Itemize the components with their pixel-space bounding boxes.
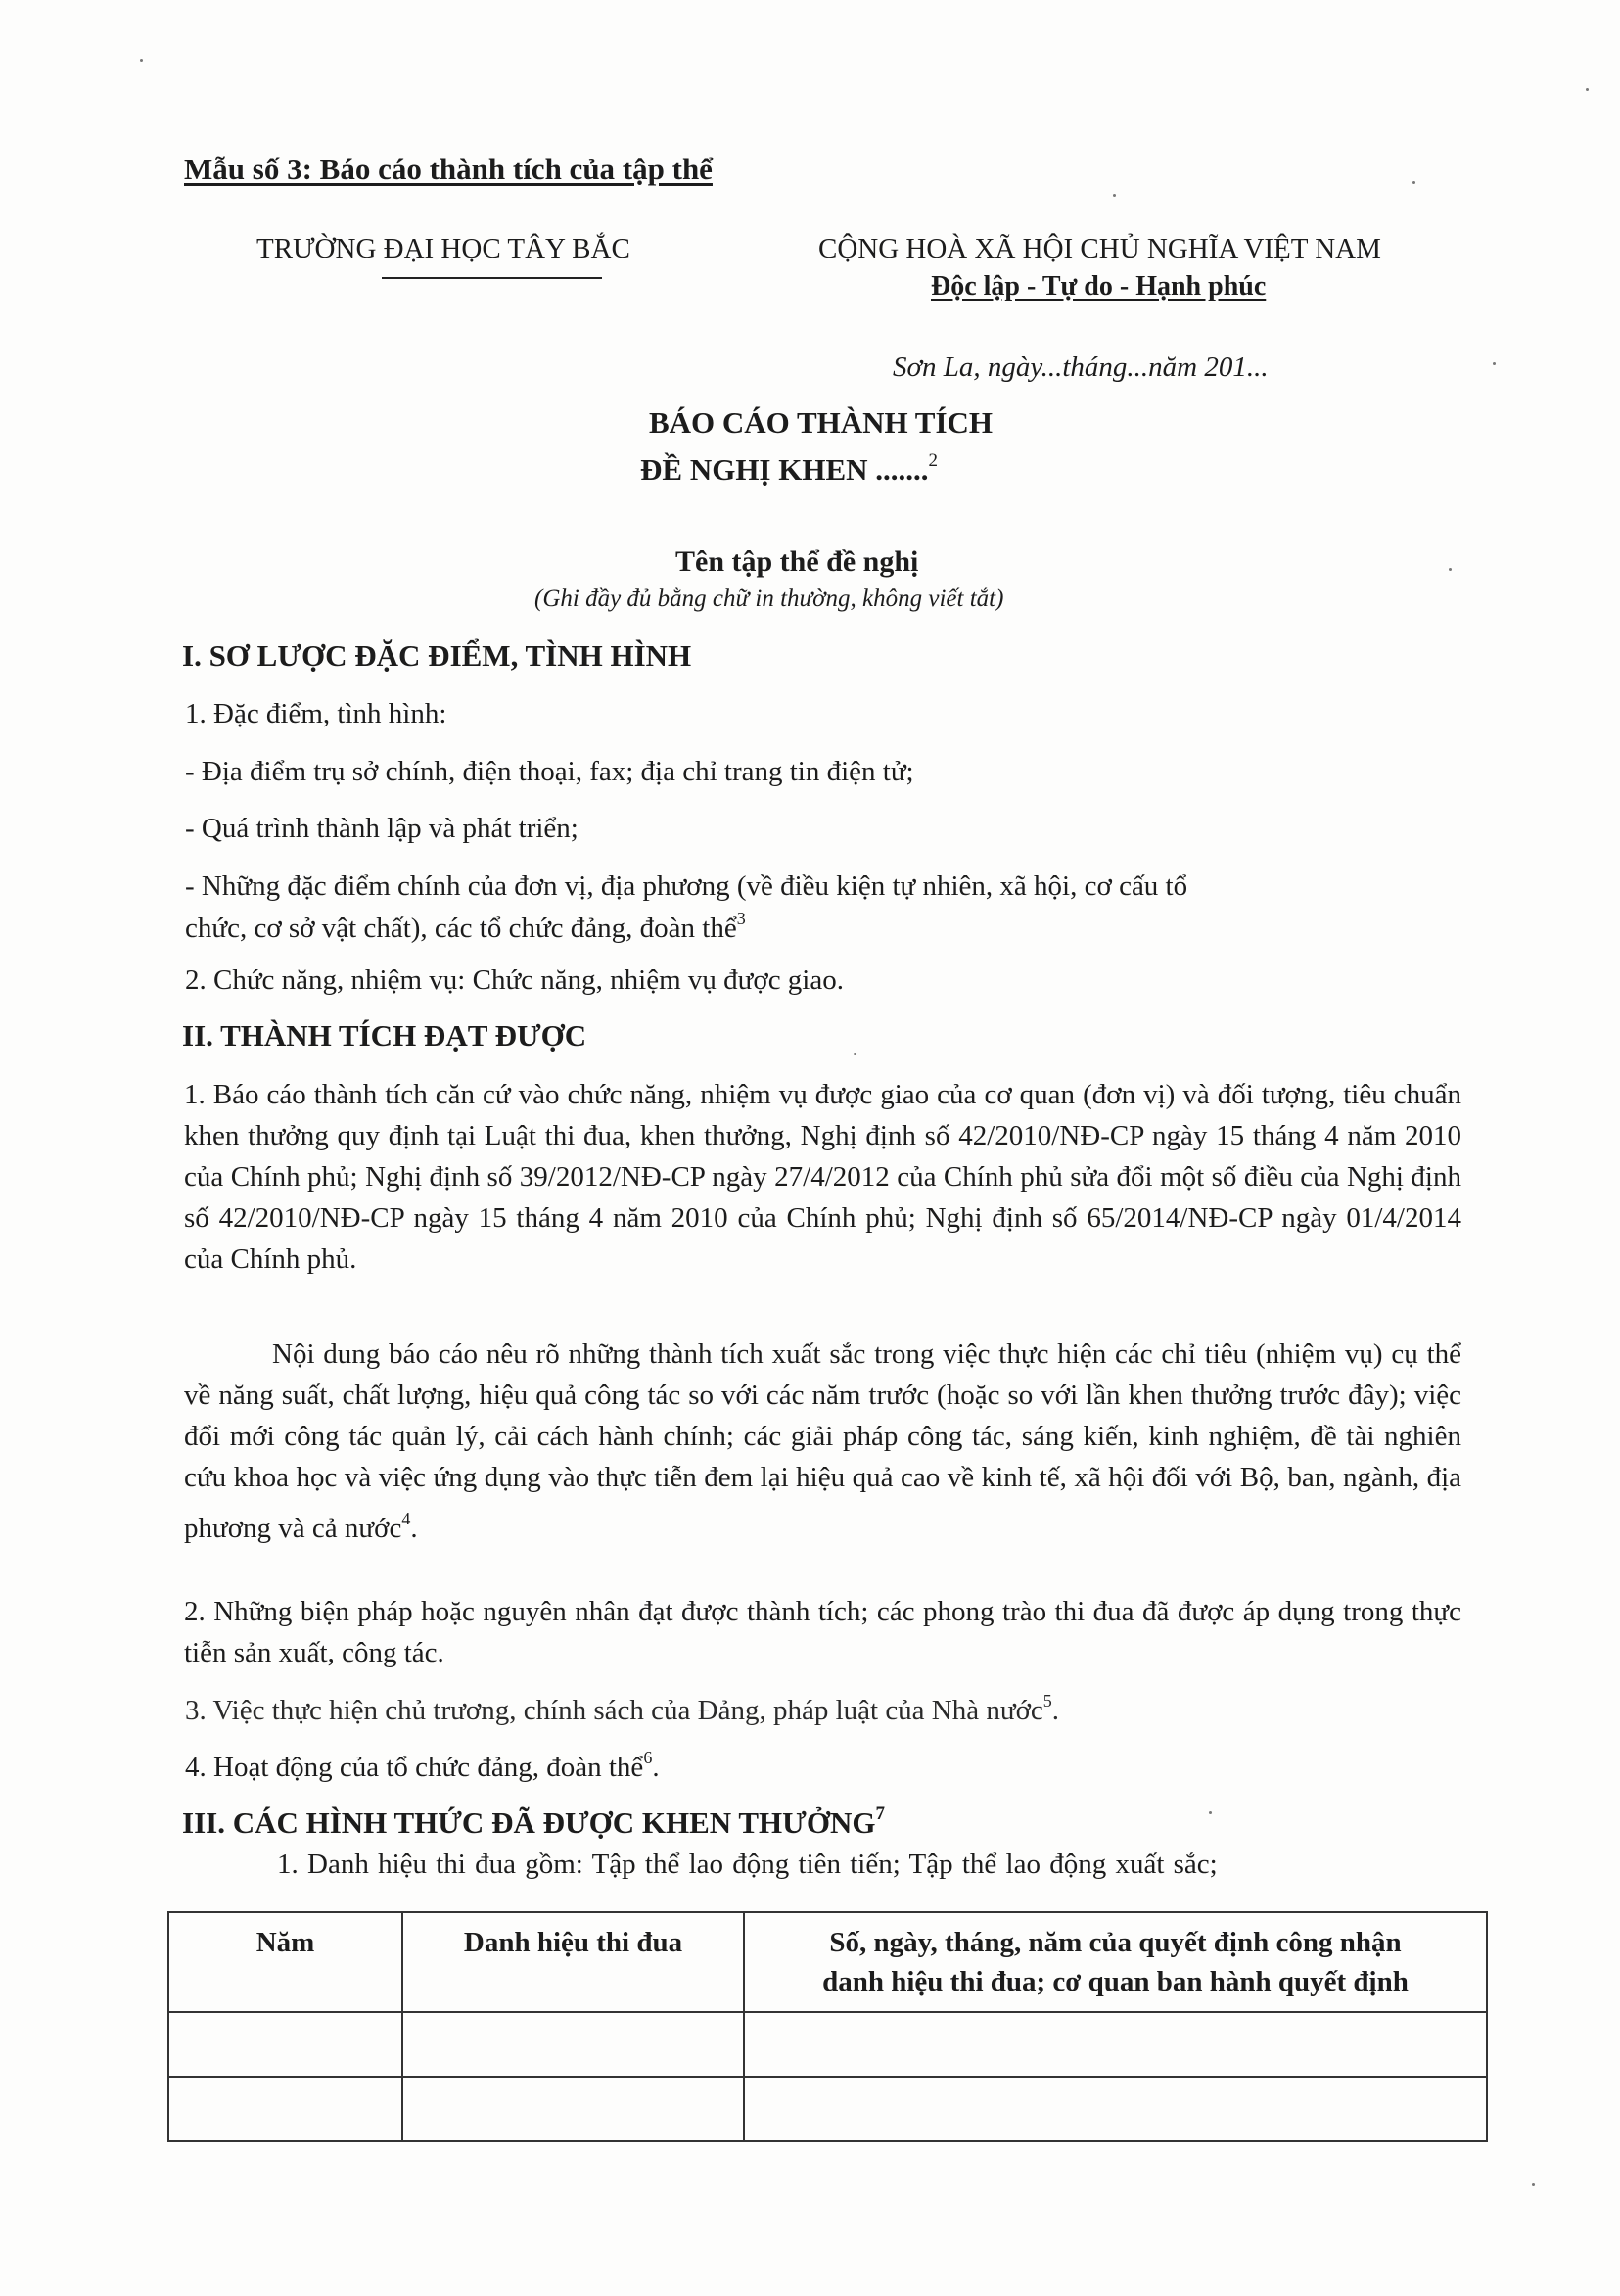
section-3-item-1: 1. Danh hiệu thi đua gồm: Tập thể lao động tiên tiến; Tập thể lao động xuất sắc; (277, 1849, 1218, 1880)
column-header-decision: Số, ngày, tháng, năm của quyết định công nhận danh hiệu thi đua; cơ quan ban hành quyết định (744, 1912, 1487, 2012)
report-title: BÁO CÁO THÀNH TÍCH (648, 405, 994, 440)
section-1-item-1: 1. Đặc điểm, tình hình: (185, 698, 447, 729)
table-row (168, 2012, 1487, 2077)
column-header-year: Năm (168, 1912, 402, 2012)
section-2-item-3: 3. Việc thực hiện chủ trương, chính sách của Đảng, pháp luật của Nhà nước$^5$. (185, 1691, 1060, 1726)
table-cell (744, 2012, 1487, 2077)
footnote-ref: 3 (736, 909, 746, 928)
section-1-bullet-3-line-1: - Những đặc điểm chính của đơn vị, địa phương (về điều kiện tự nhiên, xã hội, cơ cấu tổ (185, 870, 1188, 902)
column-header-title: Danh hiệu thi đua (402, 1912, 744, 2012)
section-1-heading: I. SƠ LƯỢC ĐẶC ĐIỂM, TÌNH HÌNH (182, 638, 692, 673)
form-title: Mẫu số 3: Báo cáo thành tích của tập thể (184, 152, 713, 186)
section-3-heading: III. CÁC HÌNH THỨC ĐÃ ĐƯỢC KHEN THƯỞNG$^7$ (182, 1804, 885, 1840)
scan-speck (1532, 2183, 1535, 2186)
collective-name-note: (Ghi đầy đủ bằng chữ in thường, không viết tắt) (534, 586, 1004, 612)
section-2-heading: II. THÀNH TÍCH ĐẠT ĐƯỢC (182, 1018, 587, 1053)
section-2-item-2: 2. Những biện pháp hoặc nguyên nhân đạt được thành tích; các phong trào thi đua đã được áp dụng trong thực tiễn sản xuất, công tác. (184, 1596, 1461, 1668)
scan-speck (1412, 181, 1415, 184)
report-subtitle: ĐỀ NGHỊ KHEN .......$^2$ (640, 450, 939, 487)
organization-name: TRƯỜNG ĐẠI HỌC TÂY BẮC (256, 233, 630, 264)
section-1-bullet-2: - Quá trình thành lập và phát triển; (185, 813, 579, 844)
national-motto: Độc lập - Tự do - Hạnh phúc (931, 271, 1267, 302)
scan-speck (854, 1053, 856, 1055)
section-2-item-1: 1. Báo cáo thành tích căn cứ vào chức năng, nhiệm vụ được giao của cơ quan (đơn vị) và đối tượng, tiêu chuẩn khen thưởng quy định tại Luật thi đua, khen thưởng, Nghị định số 42/2010/NĐ-CP ngày 15 tháng 4 năm 2010 của Chính phủ; Nghị định số 39/2012/NĐ-CP ngày 27/4/2012 của Chính phủ sửa đổi một số điều của Nghị định số 42/2010/NĐ-CP ngày 15 tháng 4 năm 2010 của Chính phủ; Nghị định số 65/2014/NĐ-CP ngày 01/4/2014 của Chính phủ. (184, 1079, 1461, 1275)
national-title: CỘNG HOÀ XÃ HỘI CHỦ NGHĨA VIỆT NAM (818, 233, 1381, 264)
footnote-ref: 2 (928, 450, 939, 471)
section-1-item-2: 2. Chức năng, nhiệm vụ: Chức năng, nhiệm vụ được giao. (185, 964, 844, 996)
section-2-content: Nội dung báo cáo nêu rõ những thành tích xuất sắc trong việc thực hiện các chỉ tiêu (nhiệm vụ) cụ thể về năng suất, chất lượng, hiệu quả công tác so với các năm trước (hoặc so với lần khen thưởng trước đây); việc đổi mới công tác quản lý, cải cách hành chính; các giải pháp công tác, sáng kiến, kinh nghiệm, đề tài nghiên cứu khoa học và việc ứng dụng vào thực tiễn đem lại hiệu quả cao về kinh tế, xã hội đối với Bộ, ban, ngành, địa phương và cả nước$^4$. (184, 1338, 1461, 1544)
footnote-ref: 7 (875, 1804, 885, 1824)
table-cell (168, 2077, 402, 2141)
footnote-ref: 6 (643, 1748, 653, 1767)
scan-speck (1209, 1811, 1212, 1814)
table-cell (168, 2012, 402, 2077)
section-1-bullet-3-line-2: chức, cơ sở vật chất), các tổ chức đảng, đoàn thể$^3$ (185, 909, 746, 944)
scan-speck (140, 59, 143, 62)
table-row (168, 2077, 1487, 2141)
scan-speck (1113, 194, 1116, 197)
table-cell (744, 2077, 1487, 2141)
table-cell (402, 2077, 744, 2141)
collective-name-label: Tên tập thể đề nghị (675, 545, 919, 578)
scan-speck (1586, 88, 1589, 91)
organization-underline (382, 277, 602, 279)
table-cell (402, 2012, 744, 2077)
footnote-ref: 4 (401, 1509, 411, 1528)
section-2-item-4: 4. Hoạt động của tổ chức đảng, đoàn thể$^6$. (185, 1748, 660, 1783)
section-1-bullet-1: - Địa điểm trụ sở chính, điện thoại, fax; địa chỉ trang tin điện tử; (185, 756, 914, 787)
awards-table (167, 1911, 1488, 2142)
scan-speck (1449, 568, 1452, 571)
table-header-row (168, 1912, 1487, 2012)
scan-speck (1493, 362, 1496, 365)
footnote-ref: 5 (1042, 1691, 1052, 1710)
place-date-line: Sơn La, ngày...tháng...năm 201... (893, 351, 1269, 383)
